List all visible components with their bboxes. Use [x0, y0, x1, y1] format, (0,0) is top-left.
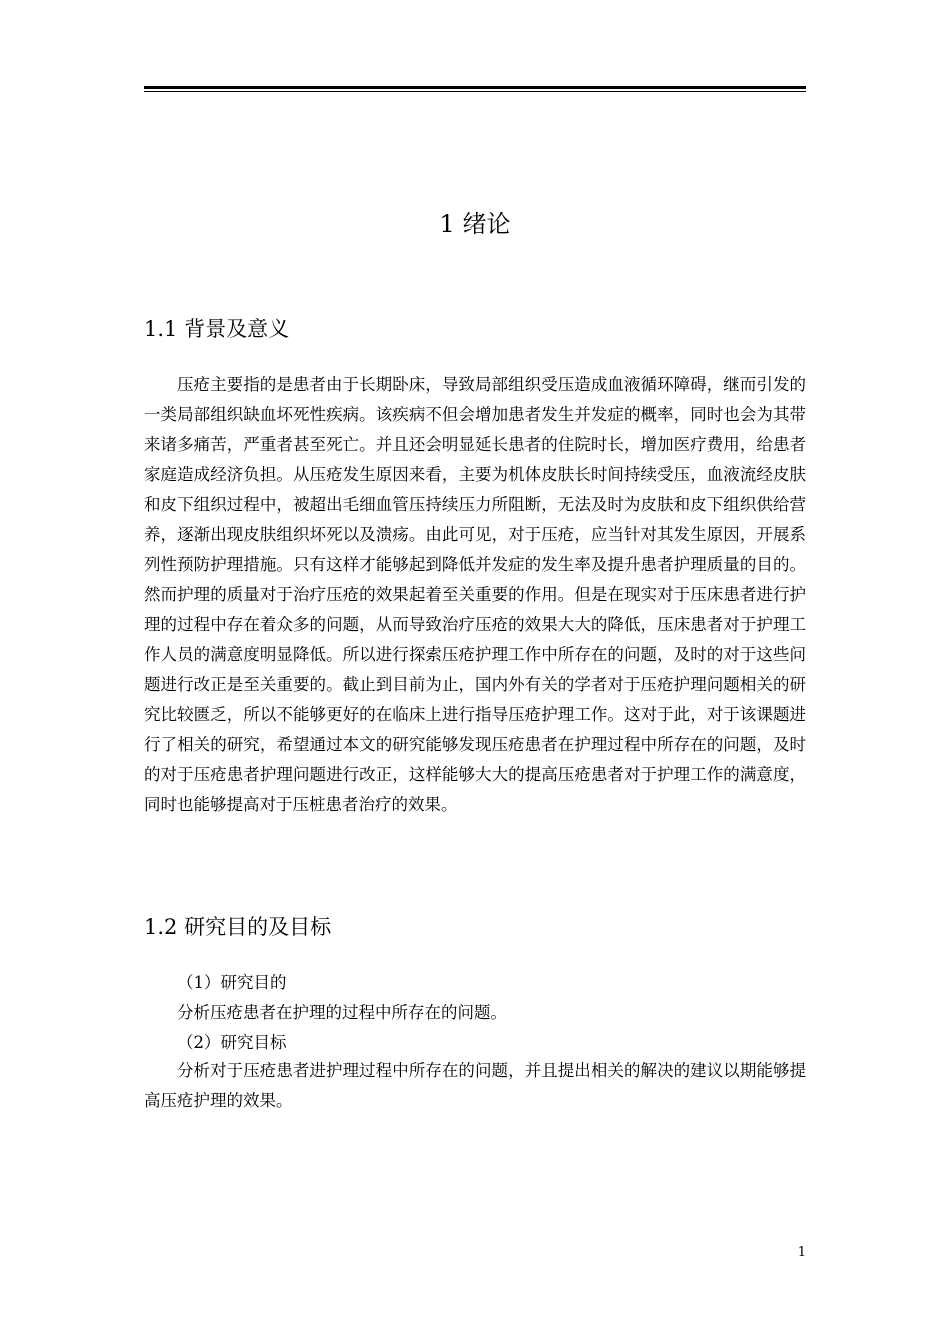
background-paragraph: 压疮主要指的是患者由于长期卧床，导致局部组织受压造成血液循环障碍，继而引发的一类局部组织缺血坏死性疾病。该疾病不但会增加患者发生并发症的概率，同时也会为其带来诸多痛苦，严重者甚至死亡。并且还会明显延长患者的住院时长，增加医疗费用，给患者家庭造成经济负担。从压疮发生原因来看，主要为机体皮肤长时间持续受压，血液流经皮肤和皮下组织过程中，被超出毛细血管压持续压力所阻断，无法及时为皮肤和皮下组织供给营养，逐渐出现皮肤组织坏死以及溃疡。由此可见，对于压疮，应当针对其发生原因，开展系列性预防护理措施。只有这样才能够起到降低并发症的发生率及提升患者护理质量的目的。然而护理的质量对于治疗压疮的效果起着至关重要的作用。但是在现实对于压床患者进行护理的过程中存在着众多的问题，从而导致治疗压疮的效果大大的降低，压床患者对于护理工作人员的满意度明显降低。所以进行探索压疮护理工作中所存在的问题，及时的对于这些问题进行改正是至关重要的。截止到目前为止，国内外有关的学者对于压疮护理问题相关的研究比较匮乏，所以不能够更好的在临床上进行指导压疮护理工作。这对于此，对于该课题进行了相关的研究，希望通过本文的研究能够发现压疮患者在护理过程中所存在的问题，及时的对于压疮患者护理问题进行改正，这样能够大大的提高压疮患者对于护理工作的满意度，同时也能够提高对于压桩患者治疗的效果。: [144, 375, 806, 814]
header-rule-thin: [144, 91, 806, 92]
research-target-label: （2）研究目标: [177, 1033, 287, 1052]
header-rule: [144, 86, 806, 92]
research-goal-text: 分析压疮患者在护理的过程中所存在的问题。: [177, 1003, 507, 1022]
section-heading-background: 1.1 背景及意义: [144, 317, 290, 341]
research-target-paragraph: 分析对于压疮患者进护理过程中所存在的问题，并且提出相关的解决的建议以期能够提高压疮护理的效果。: [144, 1061, 806, 1110]
research-goal-label: （1）研究目的: [177, 973, 287, 992]
chapter-title: 1 绪论: [439, 210, 511, 238]
section-heading-objectives: 1.2 研究目的及目标: [144, 915, 332, 939]
header-rule-thick: [144, 86, 806, 89]
page-number: 1: [797, 1245, 806, 1260]
